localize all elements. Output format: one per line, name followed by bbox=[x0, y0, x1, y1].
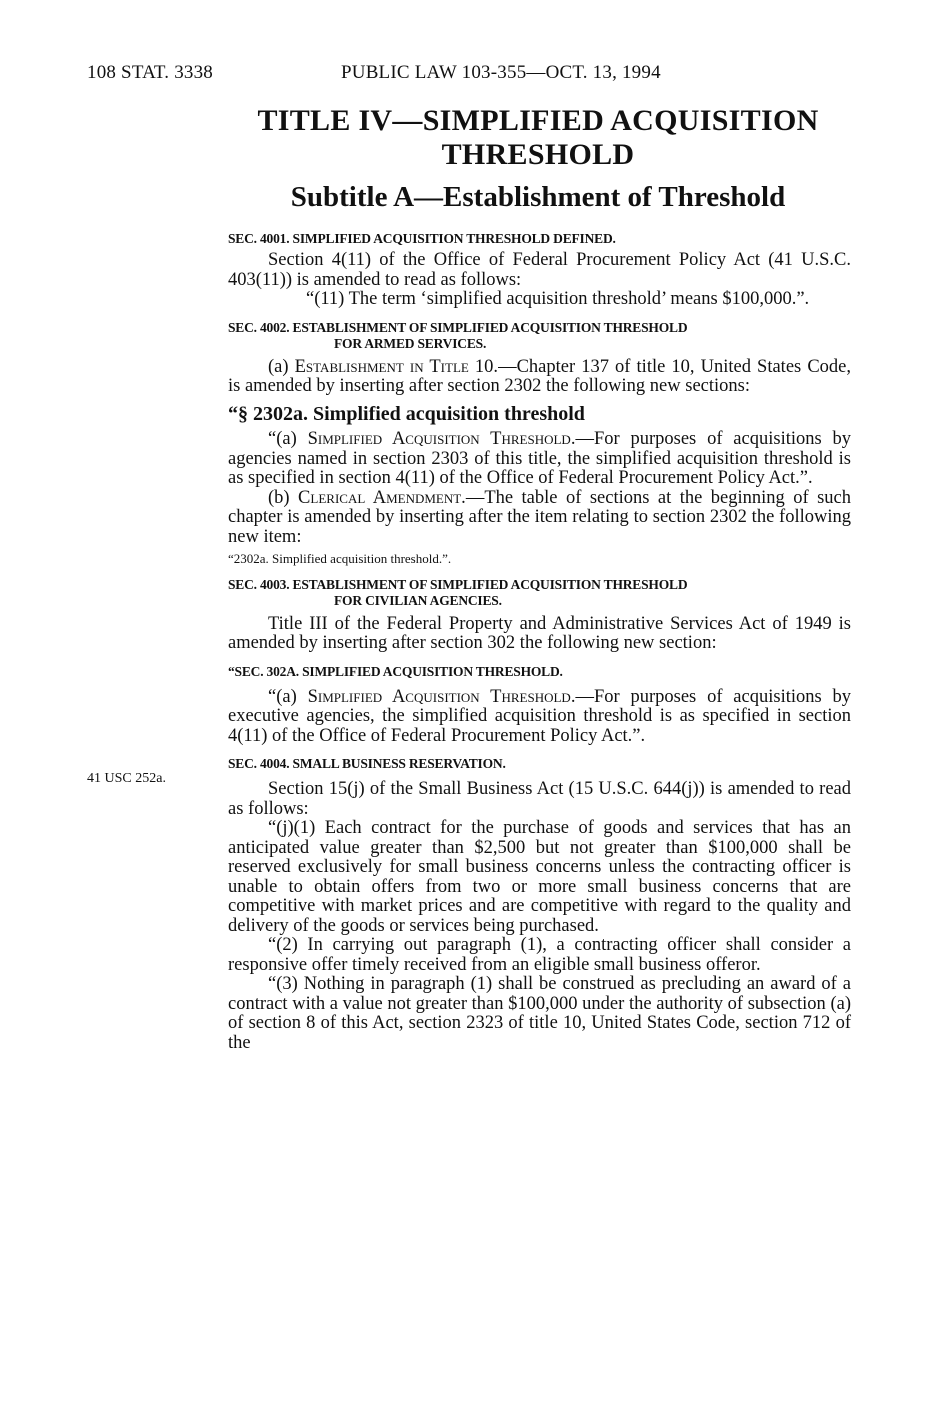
section-4004-paragraph-2: “(2) In carrying out paragraph (1), a contracting officer shall consider a responsive offer timely received from an eligible small business offeror. bbox=[228, 935, 851, 975]
section-4004-heading: SEC. 4004. SMALL BUSINESS RESERVATION. bbox=[228, 756, 506, 771]
title-line-1: TITLE IV—SIMPLIFIED ACQUISITION bbox=[257, 104, 819, 137]
section-4002-heading-line-1: SEC. 4002. ESTABLISHMENT OF SIMPLIFIED ACQUISITION THRESHOLD bbox=[228, 319, 688, 335]
subsection-b-label: (b) bbox=[268, 487, 299, 508]
table-of-sections-item: “2302a. Simplified acquisition threshold.”. bbox=[228, 551, 452, 566]
public-law-citation: PUBLIC LAW 103-355—OCT. 13, 1994 bbox=[341, 62, 661, 83]
stat-page-number: 108 STAT. 3338 bbox=[87, 62, 214, 83]
section-302a-subsection-a bbox=[228, 688, 851, 747]
title-line-2: THRESHOLD bbox=[441, 138, 635, 171]
body-column bbox=[228, 231, 851, 1053]
section-4003-heading-line-2: FOR CIVILIAN AGENCIES. bbox=[334, 592, 502, 608]
subsection-a-label: (a) bbox=[268, 356, 295, 377]
section-4002-heading-line-2: FOR ARMED SERVICES. bbox=[334, 335, 487, 351]
section-2302a-subsection-a bbox=[228, 430, 851, 489]
section-2302a-heading: “§ 2302a. Simplified acquisition threshold bbox=[228, 402, 585, 425]
inner-a-label: “(a) bbox=[268, 429, 308, 449]
section-4001-paragraph-2: “(11) The term ‘simplified acquisition threshold’ means $100,000.”. bbox=[306, 289, 810, 309]
subsection-a-text: —Chapter 137 of title 10, United States Code, is amended by inserting after section 2302 the following new sections: bbox=[228, 356, 851, 396]
section-4002-subsection-b bbox=[228, 489, 851, 548]
section-4002-subsection-a bbox=[228, 358, 851, 397]
section-4003-heading bbox=[228, 577, 851, 609]
margin-note: 41 USC 252a. bbox=[87, 771, 166, 786]
inner-a-text: —For purposes of acquisitions by agencies named in section 2303 of this title, the simplified acquisition threshold is as specified in section 4(11) of the Office of Federal Procurement Policy Act.”. bbox=[228, 429, 852, 488]
subsection-b-text: —The table of sections at the beginning of such chapter is amended by inserting after the item relating to section 2302 the following new item: bbox=[228, 487, 852, 547]
section-4004-paragraph-1: Section 15(j) of the Small Business Act (15 U.S.C. 644(j)) is amended to read as follows: bbox=[228, 779, 851, 819]
inner-302a-caption: Simplified Acquisition Threshold. bbox=[307, 686, 576, 707]
section-4002-heading bbox=[228, 320, 851, 352]
section-4003-paragraph-1: Title III of the Federal Property and Administrative Services Act of 1949 is amended by inserting after section 302 the following new section: bbox=[228, 613, 851, 653]
section-302a-heading: “SEC. 302A. SIMPLIFIED ACQUISITION THRESHOLD. bbox=[228, 663, 563, 679]
section-4003-heading-line-1: SEC. 4003. ESTABLISHMENT OF SIMPLIFIED ACQUISITION THRESHOLD bbox=[228, 576, 688, 592]
inner-302a-text: —For purposes of acquisitions by executive agencies, the simplified acquisition threshold is as specified in section 4(11) of the Office of Federal Procurement Policy Act.”. bbox=[228, 686, 852, 746]
section-4004-paragraph-3: “(3) Nothing in paragraph (1) shall be construed as precluding an award of a contract with a value not greater than $100,000 under the authority of subsection (a) of section 8 of this Act, section 2323 of title 10, United States Code, section 712 of the bbox=[228, 974, 851, 1053]
subsection-b-caption: Clerical Amendment. bbox=[298, 487, 466, 508]
title-heading bbox=[228, 104, 848, 172]
inner-302a-label: “(a) bbox=[268, 686, 308, 707]
section-4004-paragraph-j1: “(j)(1) Each contract for the purchase of goods and services that has an anticipated value greater than $2,500 but not greater than $100,000 shall be reserved exclusively for small business concerns unless the contracting officer is unable to obtain offers from two or more small business concerns that are competitive with market prices and are competitive with regard to the quality and delivery of the goods or services being purchased. bbox=[228, 818, 851, 936]
inner-a-caption: Simplified Acquisition Threshold. bbox=[307, 429, 576, 449]
running-head bbox=[87, 62, 787, 86]
subsection-a-caption: Establishment in Title 10. bbox=[294, 356, 499, 377]
subtitle-heading: Subtitle A—Establishment of Threshold bbox=[290, 181, 786, 213]
section-4001-heading: SEC. 4001. SIMPLIFIED ACQUISITION THRESHOLD DEFINED. bbox=[228, 231, 616, 246]
section-4001-paragraph-1: Section 4(11) of the Office of Federal Procurement Policy Act (41 U.S.C. 403(11)) is amended to read as follows: bbox=[228, 250, 851, 290]
